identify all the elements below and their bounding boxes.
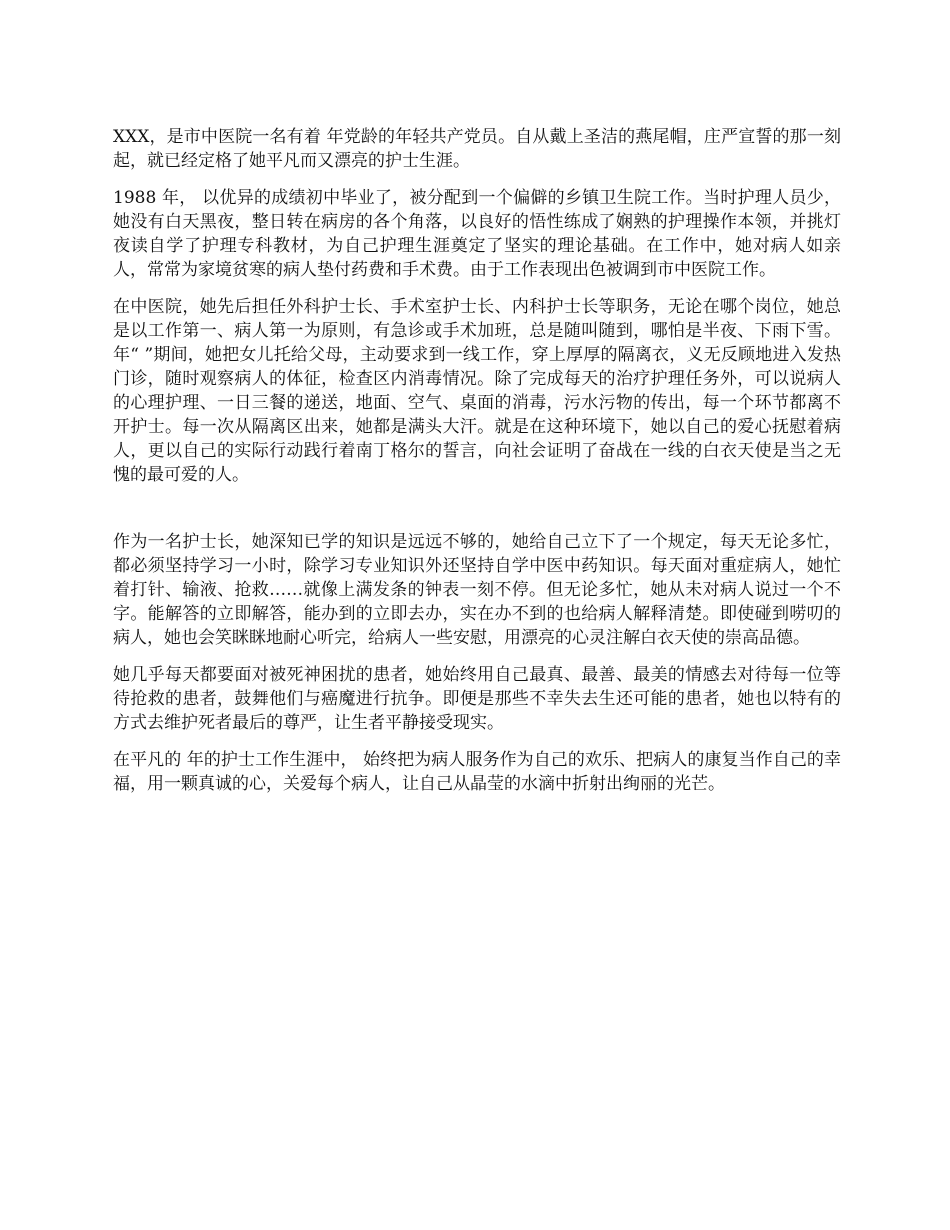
paragraph-intro: XXX，是市中医院一名有着 年党龄的年轻共产党员。自从戴上圣洁的燕尾帽，庄严宣誓的那一刻起，就已经定格了她平凡而又漂亮的护士生涯。	[113, 127, 841, 171]
paragraph-early-career: 1988 年， 以优异的成绩初中毕业了，被分配到一个偏僻的乡镇卫生院工作。当时护理人员少，她没有白天黑夜，整日转在病房的各个角落，以良好的悟性练成了娴熟的护理操作本领，并挑灯夜读自学了护理专科教材，为自己护理生涯奠定了坚实的理论基础。在工作中，她对病人如亲人，常常为家境贫寒的病人垫付药费和手术费。由于工作表现出色被调到市中医院工作。	[113, 188, 841, 280]
paragraph-patients: 她几乎每天都要面对被死神困扰的患者，她始终用自己最真、最善、最美的情感去对待每一位等待抢救的患者，鼓舞他们与癌魔进行抗争。即便是那些不幸失去生还可能的患者，她也以特有的方式去维护死者最后的尊严，让生者平静接受现实。	[113, 665, 841, 733]
document-body	[113, 125, 841, 809]
paragraph-spacer	[113, 500, 841, 530]
paragraph-conclusion: 在平凡的 年的护士工作生涯中， 始终把为病人服务作为自己的欢乐、把病人的康复当作自己的幸福，用一颗真诚的心，关爱每个病人，让自己从晶莹的水滴中折射出绚丽的光芒。	[113, 750, 841, 794]
paragraph-study: 作为一名护士长，她深知已学的知识是远远不够的，她给自己立下了一个规定，每天无论多忙，都必须坚持学习一小时，除学习专业知识外还坚持自学中医中药知识。每天面对重症病人，她忙着打针、输液、抢救……就像上满发条的钟表一刻不停。但无论多忙，她从未对病人说过一个不字。能解答的立即解答，能办到的立即去办，实在办不到的也给病人解释清楚。即使碰到唠叨的病人，她也会笑眯眯地耐心听完，给病人一些安慰，用漂亮的心灵注解白衣天使的崇高品德。	[113, 532, 841, 648]
paragraph-head-nurse: 在中医院，她先后担任外科护士长、手术室护士长、内科护士长等职务，无论在哪个岗位，她总是以工作第一、病人第一为原则，有急诊或手术加班，总是随叫随到，哪怕是半夜、下雨下雪。 年“ ”期间，她把女儿托给父母，主动要求到一线工作，穿上厚厚的隔离衣，义无反顾地进入发热门诊，随时观察病人的体征，检查区内消毒情况。除了完成每天的治疗护理任务外，可以说病人的心理护理、一日三餐的递送，地面、空气、桌面的消毒，污水污物的传出，每一个环节都离不开护士。每一次从隔离区出来，她都是满头大汗。就是在这种环境下，她以自己的爱心抚慰着病人，更以自己的实际行动践行着南丁格尔的誓言，向社会证明了奋战在一线的白衣天使是当之无愧的最可爱的人。	[113, 297, 841, 485]
